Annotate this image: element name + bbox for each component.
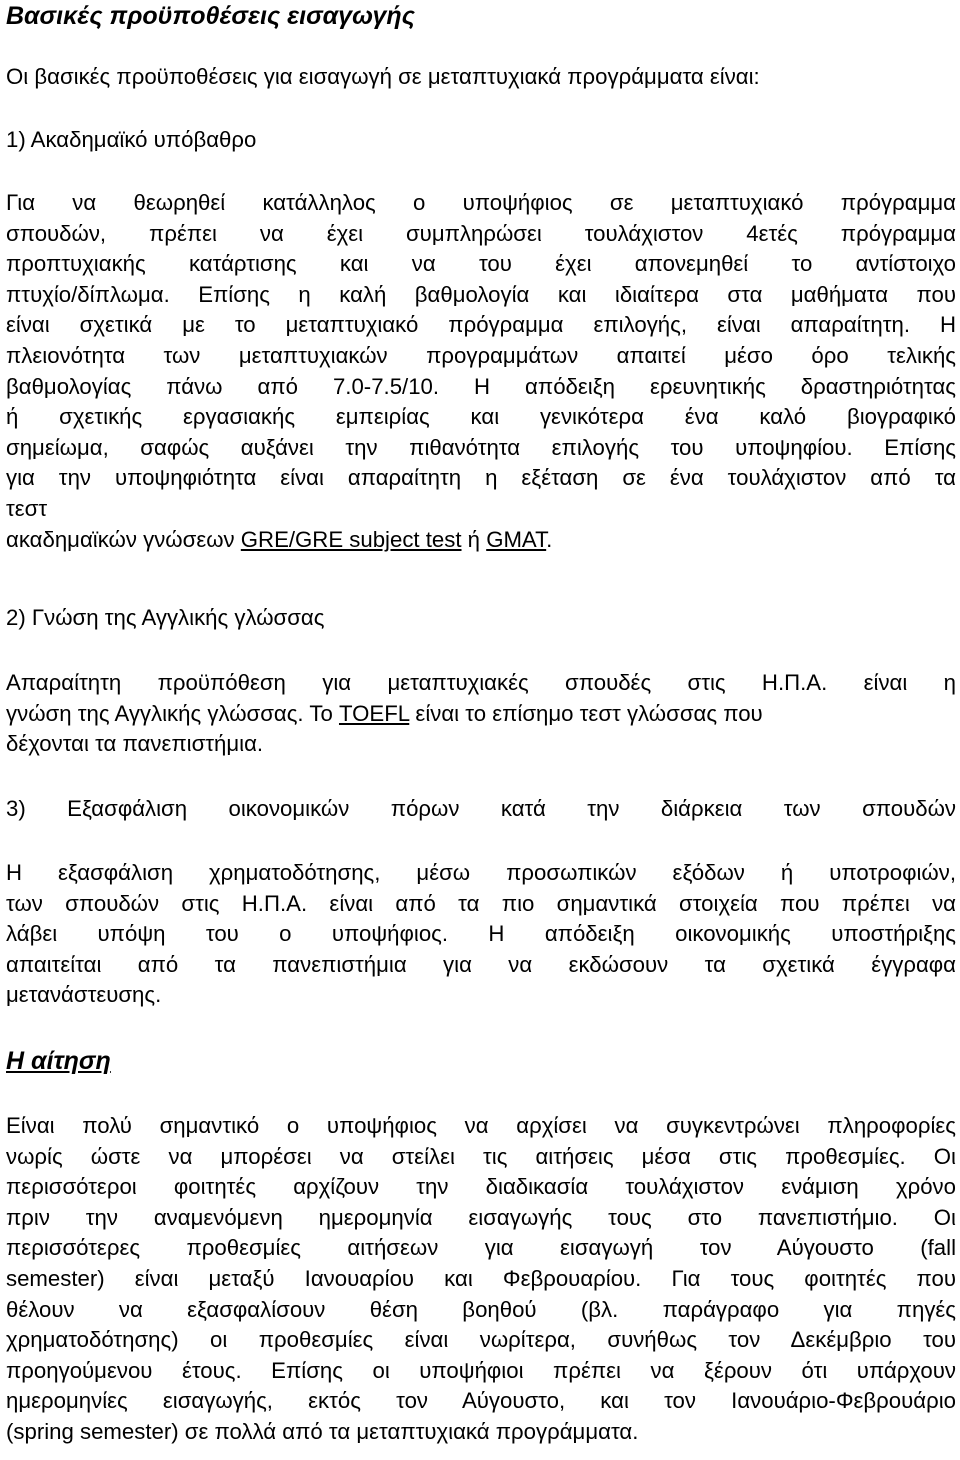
tests-middle: ή (461, 526, 487, 552)
section1-line: πτυχίο/δίπλωμα. Επίσης η καλή βαθμολογία και ιδιαίτερα στα μαθήματα που (6, 281, 956, 307)
section2-toefl-line (6, 699, 956, 730)
application-line: Είναι πολύ σημαντικό ο υποψήφιος να αρχίσει να συγκεντρώνει πληροφορίες (6, 1113, 956, 1138)
section3-line: λάβει υπόψη του ο υποψήφιος. Η απόδειξη οικονομικής υποστήριξης (6, 921, 956, 947)
section1-line: βαθμολογίας πάνω από 7.0-7.5/10. Η απόδειξη ερευνητικής δραστηριότητας (6, 373, 956, 399)
section3-line: Η εξασφάλιση χρηματοδότησης, μέσω προσωπικών εξόδων ή υποτροφιών, (6, 860, 956, 885)
section3-body (6, 858, 956, 1011)
section2-line: Απαραίτητη προϋπόθεση για μεταπτυχιακές σπουδές στις Η.Π.Α. είναι η (6, 670, 956, 695)
application-line: περισσότεροι φοιτητές αρχίζουν την διαδικασία τουλάχιστον ενάμιση χρόνο (6, 1174, 956, 1200)
section1-line: προπτυχιακής κατάρτισης και να του έχει απονεμηθεί το αντίστοιχο (6, 251, 956, 277)
section1-line: σπουδών, πρέπει να έχει συμπληρώσει τουλάχιστον 4ετές πρόγραμμα (6, 220, 956, 246)
application-line: semester) είναι μεταξύ Ιανουαρίου και Φεβρουαρίου. Για τους φοιτητές που (6, 1265, 956, 1291)
section2-line: δέχονται τα πανεπιστήμια. (6, 731, 264, 757)
section1-line: τεστ (6, 495, 48, 521)
application-line: πριν την αναμενόμενη ημερομηνία εισαγωγής τους στο πανεπιστήμιο. Οι (6, 1204, 956, 1230)
application-line: (spring semester) σε πολλά από τα μεταπτυχιακά προγράμματα. (6, 1418, 639, 1444)
tests-suffix: . (546, 526, 553, 552)
toefl-link[interactable]: TOEFL (338, 700, 410, 726)
toefl-suffix: είναι το επίσημο τεστ γλώσσας που (409, 700, 763, 726)
application-heading: Η αίτηση (6, 1047, 111, 1075)
section3-line: απαιτείται από τα πανεπιστήμια για να εκδώσουν τα σχετικά έγγραφα (6, 951, 956, 977)
application-line: προηγούμενου έτους. Επίσης οι υποψήφιοι πρέπει να ξέρουν ότι υπάρχουν (6, 1357, 956, 1383)
intro-text: Οι βασικές προϋποθέσεις για εισαγωγή σε μεταπτυχιακά προγράμματα είναι: (6, 64, 760, 89)
section1-line: πλειονότητα των μεταπτυχιακών προγραμμάτων απαιτεί μέσο όρο τελικής (6, 342, 956, 368)
section1-line: είναι σχετικά με το μεταπτυχιακό πρόγραμμα επιλογής, είναι απαραίτητη. Η (6, 312, 956, 338)
gre-link[interactable]: GRE/GRE subject test (240, 526, 462, 552)
section3-heading: 3) Εξασφάλιση οικονομικών πόρων κατά την διάρκεια των σπουδών (6, 796, 956, 821)
section1-line: για την υποψηφιότητα είναι απαραίτητη η εξέταση σε ένα τουλάχιστον από τα (6, 465, 956, 491)
document-title: Βασικές προϋποθέσεις εισαγωγής (6, 2, 415, 30)
section1-body (6, 188, 956, 555)
section1-line: σημείωμα, σαφώς αυξάνει την πιθανότητα επιλογής του υποψηφίου. Επίσης (6, 434, 956, 460)
application-body (6, 1111, 956, 1448)
application-line: νωρίς ώστε να μπορέσει να στείλει τις αιτήσεις μέσα στις προθεσμίες. Οι (6, 1143, 956, 1169)
section1-line: ή σχετικής εργασιακής εμπειρίας και γενικότερα ένα καλό βιογραφικό (6, 404, 956, 430)
toefl-prefix: γνώση της Αγγλικής γλώσσας. Το (6, 700, 339, 726)
application-line: ημερομηνίες εισαγωγής, εκτός τον Αύγουστο, και τον Ιανουάριο-Φεβρουάριο (6, 1388, 956, 1414)
tests-prefix: ακαδημαϊκών γνώσεων (6, 526, 241, 552)
application-line: θέλουν να εξασφαλίσουν θέση βοηθού (βλ. παράγραφο για πηγές (6, 1296, 956, 1322)
section3-line: των σπουδών στις Η.Π.Α. είναι από τα πιο σημαντικά στοιχεία που πρέπει να (6, 890, 956, 916)
section1-heading: 1) Ακαδημαϊκό υπόβαθρο (6, 127, 257, 152)
section2-heading: 2) Γνώση της Αγγλικής γλώσσας (6, 605, 325, 630)
gmat-link[interactable]: GMAT (486, 526, 547, 552)
section2-body (6, 668, 956, 760)
section1-tests-line (6, 525, 956, 556)
section1-line: Για να θεωρηθεί κατάλληλος ο υποψήφιος σε μεταπτυχιακό πρόγραμμα (6, 190, 956, 215)
section3-line: μετανάστευσης. (6, 982, 162, 1008)
application-line: περισσότερες προθεσμίες αιτήσεων για εισαγωγή τον Αύγουστο (fall (6, 1235, 956, 1261)
application-line: χρηματοδότησης) οι προθεσμίες είναι νωρίτερα, συνήθως τον Δεκέμβριο του (6, 1327, 956, 1353)
